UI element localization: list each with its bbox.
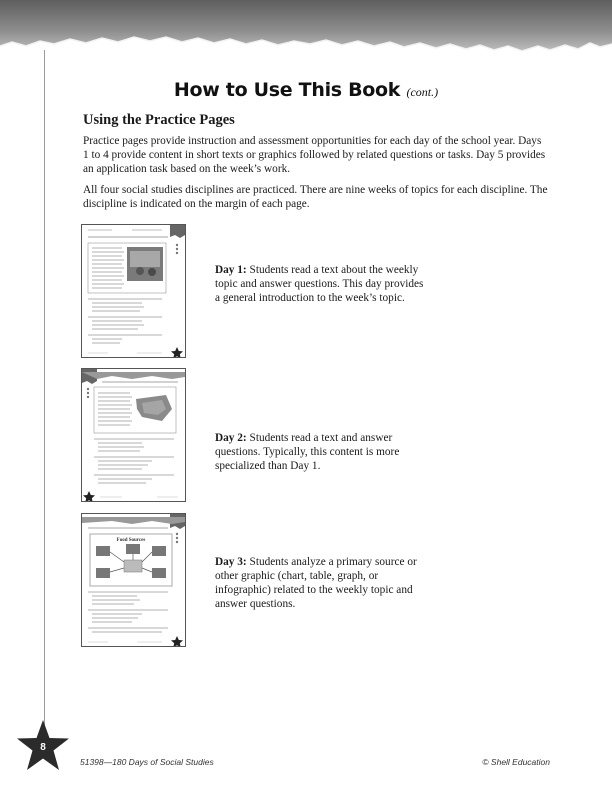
day1-label: Day 1:	[215, 264, 247, 276]
intro-paragraph: Practice pages provide instruction and assessment opportunities for each day of the school year. Days 1 to 4 provide content in short texts or graphics followed by related questions or tasks. Day 5 provides an application task based on the week’s work.	[83, 135, 546, 175]
day3-text: Students analyze a primary source or other graphic (chart, table, graph, or infographic) related to the weekly topic and answer questions.	[215, 556, 417, 610]
footer-book-title: 51398—180 Days of Social Studies	[80, 757, 214, 767]
day2-page-thumbnail	[81, 368, 186, 502]
day3-description	[215, 555, 430, 611]
title-text: How to Use This Book	[173, 79, 401, 101]
thumbnail-food-sources-heading: Food Sources	[116, 538, 146, 543]
left-margin-line	[44, 50, 45, 740]
footer-publisher: © Shell Education	[482, 757, 550, 767]
disciplines-paragraph: All four social studies disciplines are practiced. There are nine weeks of topics for each discipline. The discipline is indicated on the margin of each page.	[83, 184, 548, 210]
title-note: (cont.)	[406, 85, 439, 99]
day1-page-thumbnail	[81, 224, 186, 358]
page-title	[0, 79, 612, 101]
day1-description	[215, 263, 430, 305]
day2-description	[215, 431, 430, 473]
torn-paper-header	[0, 0, 612, 60]
day2-text: Students read a text and answer questions. Typically, this content is more specialized than Day 1.	[215, 432, 400, 472]
day3-page-thumbnail	[81, 513, 186, 647]
day2-label: Day 2:	[215, 432, 247, 444]
section-heading: Using the Practice Pages	[83, 112, 235, 128]
page-number: 8	[40, 742, 46, 753]
day3-label: Day 3:	[215, 556, 247, 568]
day1-text: Students read a text about the weekly topic and answer questions. This day provides a general introduction to the week’s topic.	[215, 264, 424, 304]
